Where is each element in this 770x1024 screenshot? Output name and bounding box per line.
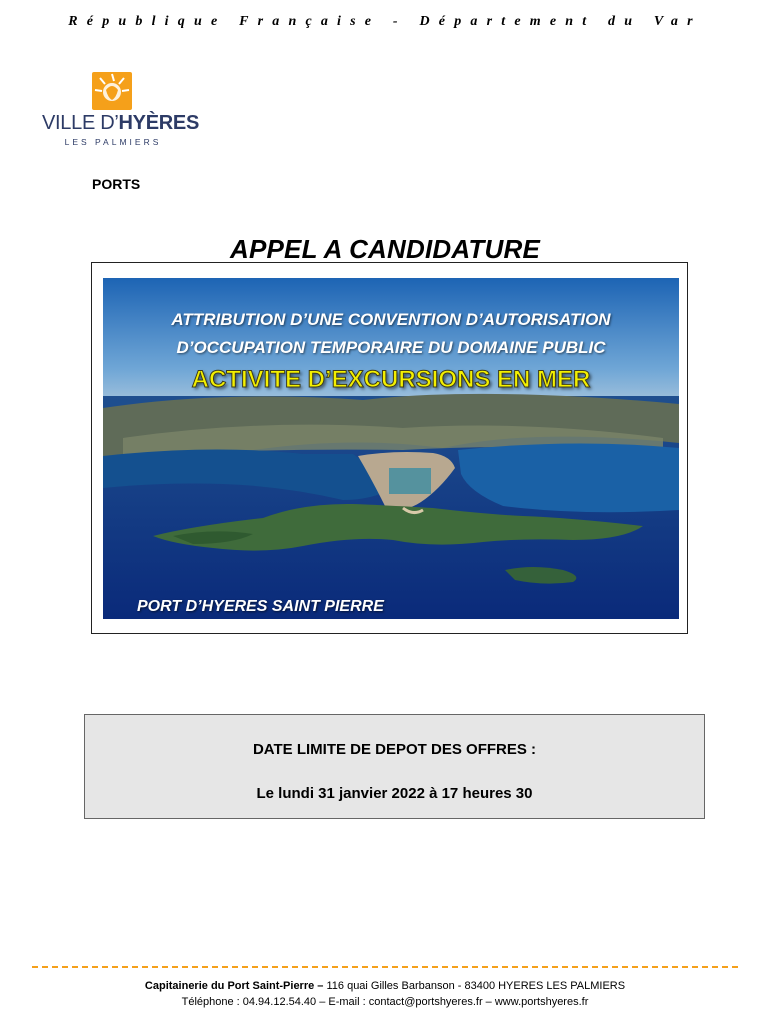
city-logo bbox=[42, 66, 199, 152]
footer-address-text: 116 quai Gilles Barbanson - 83400 HYERES LES PALMIERS bbox=[323, 980, 626, 992]
logo-city-bold: HYÈRES bbox=[118, 112, 199, 134]
section-label: PORTS bbox=[92, 176, 141, 192]
aerial-photo bbox=[103, 278, 679, 619]
lion-icon bbox=[92, 72, 132, 110]
banner-activity: ACTIVITE D’EXCURSIONS EN MER bbox=[191, 366, 591, 393]
deadline-date: Le lundi 31 janvier 2022 à 17 heures 30 bbox=[256, 785, 533, 802]
footer-divider bbox=[32, 966, 738, 968]
banner-line-1: ATTRIBUTION D’UNE CONVENTION D’AUTORISATION bbox=[171, 310, 611, 329]
logo-city-name bbox=[42, 112, 199, 135]
republic-header: République Française - Département du Var bbox=[68, 14, 702, 29]
footer-address bbox=[0, 980, 770, 992]
page-title: APPEL A CANDIDATURE bbox=[229, 234, 541, 264]
photo-caption: PORT D’HYERES SAINT PIERRE bbox=[137, 598, 384, 615]
deadline-box bbox=[84, 714, 705, 819]
banner-line-2: D’OCCUPATION TEMPORAIRE DU DOMAINE PUBLIC bbox=[176, 338, 606, 357]
footer-org: Capitainerie du Port Saint-Pierre – bbox=[144, 980, 324, 992]
logo-subtitle: LES PALMIERS bbox=[64, 137, 162, 147]
logo-city-prefix: VILLE D’ bbox=[42, 112, 119, 134]
deadline-label: DATE LIMITE DE DEPOT DES OFFRES : bbox=[252, 741, 537, 758]
footer-contact: Téléphone : 04.94.12.54.40 – E-mail : contact@portshyeres.fr – www.portshyeres.fr bbox=[181, 996, 589, 1008]
